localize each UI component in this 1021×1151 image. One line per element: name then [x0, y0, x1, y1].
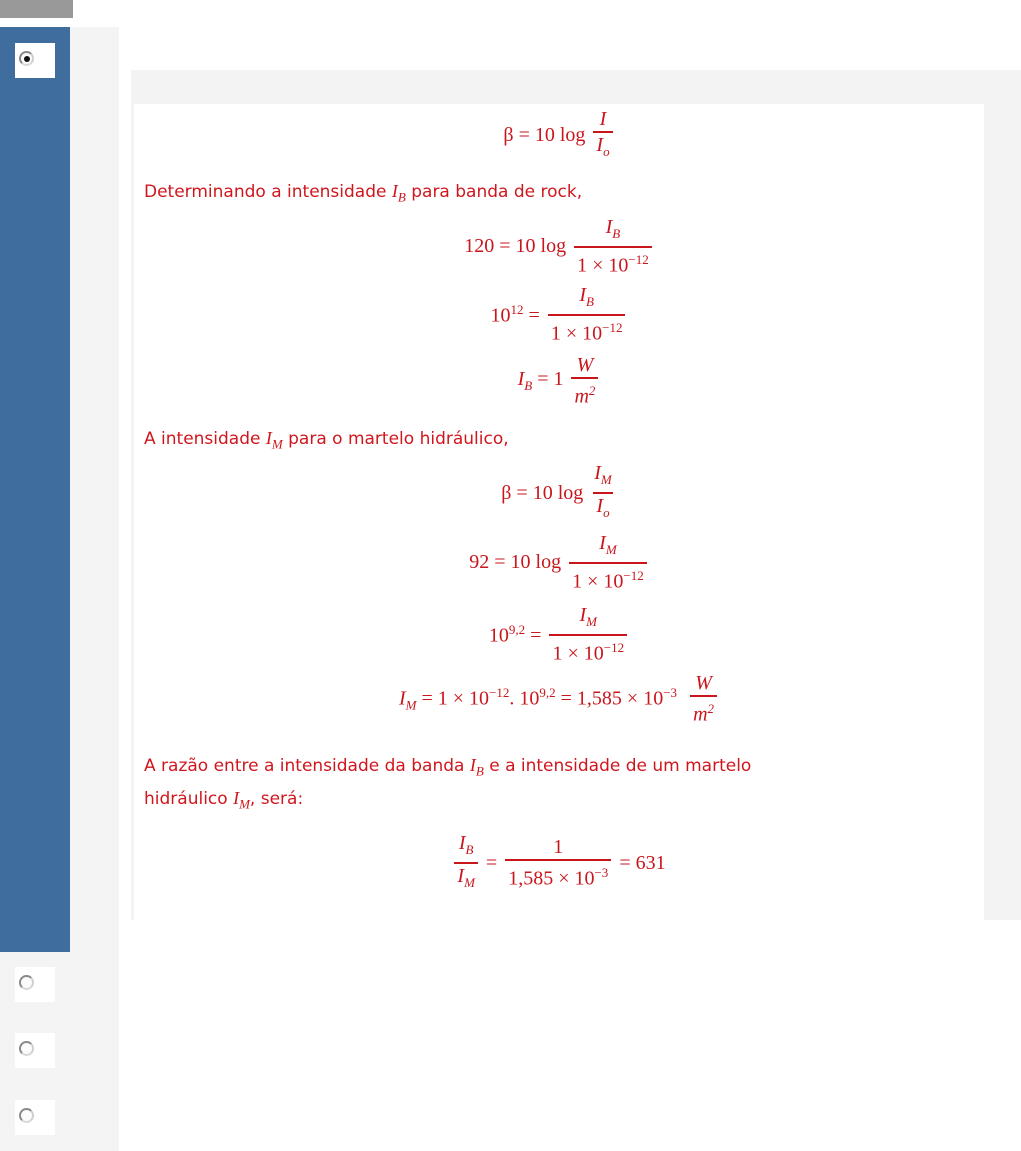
option-2[interactable]	[15, 967, 55, 1002]
option-4[interactable]	[15, 1100, 55, 1135]
equation-ratio-result: $\frac{I_B}{I_M}$ = $\frac{1}{1,585 \times 10^{-3}}$ = 631	[134, 832, 984, 894]
equation-im-result: $I_M = 1 \times 10^{-12}$. $10^{9,2} = 1,585 \times 10^{-3}$ $\frac{W}{m^2}$	[134, 672, 984, 726]
radio-unselected-icon[interactable]	[19, 975, 34, 990]
top-bar	[0, 0, 73, 18]
equation-10-9-2: $10^{9,2}$ = $\frac{I_M}{1 \times 10^{-12}}$	[134, 604, 984, 665]
text-ratio-description: A razão entre a intensidade da banda $I_B$ e a intensidade de um martelo hidráulico $I_M$, será:	[144, 755, 752, 812]
equation-10-12: $10^{12}$ = $\frac{I_B}{1 \times 10^{-12}}$	[134, 284, 984, 345]
text-intensity-im: A intensidade $I_M$ para o martelo hidráulico,	[144, 428, 509, 452]
text-determine-ib: Determinando a intensidade $I_B$ para banda de rock,	[144, 181, 583, 205]
option-1[interactable]	[15, 43, 55, 78]
equation-beta-im: β = 10 log $\frac{I_M}{I_o}$	[134, 462, 984, 524]
equation-120-db: 120 = 10 log $\frac{I_B}{1 \times 10^{-12}}$	[134, 216, 984, 277]
equation-beta-definition: β = 10 log $\frac{I}{I_o}$	[134, 108, 984, 163]
radio-unselected-icon[interactable]	[19, 1108, 34, 1123]
selected-option-highlight	[0, 27, 70, 952]
radio-unselected-icon[interactable]	[19, 1041, 34, 1056]
radio-selected-icon[interactable]	[19, 51, 34, 66]
equation-92-db: 92 = 10 log $\frac{I_M}{1 \times 10^{-12}}$	[134, 532, 984, 593]
equation-ib-result: $I_B = 1$ $\frac{W}{m^2}$	[134, 354, 984, 408]
option-3[interactable]	[15, 1033, 55, 1068]
solution-content	[134, 104, 984, 920]
